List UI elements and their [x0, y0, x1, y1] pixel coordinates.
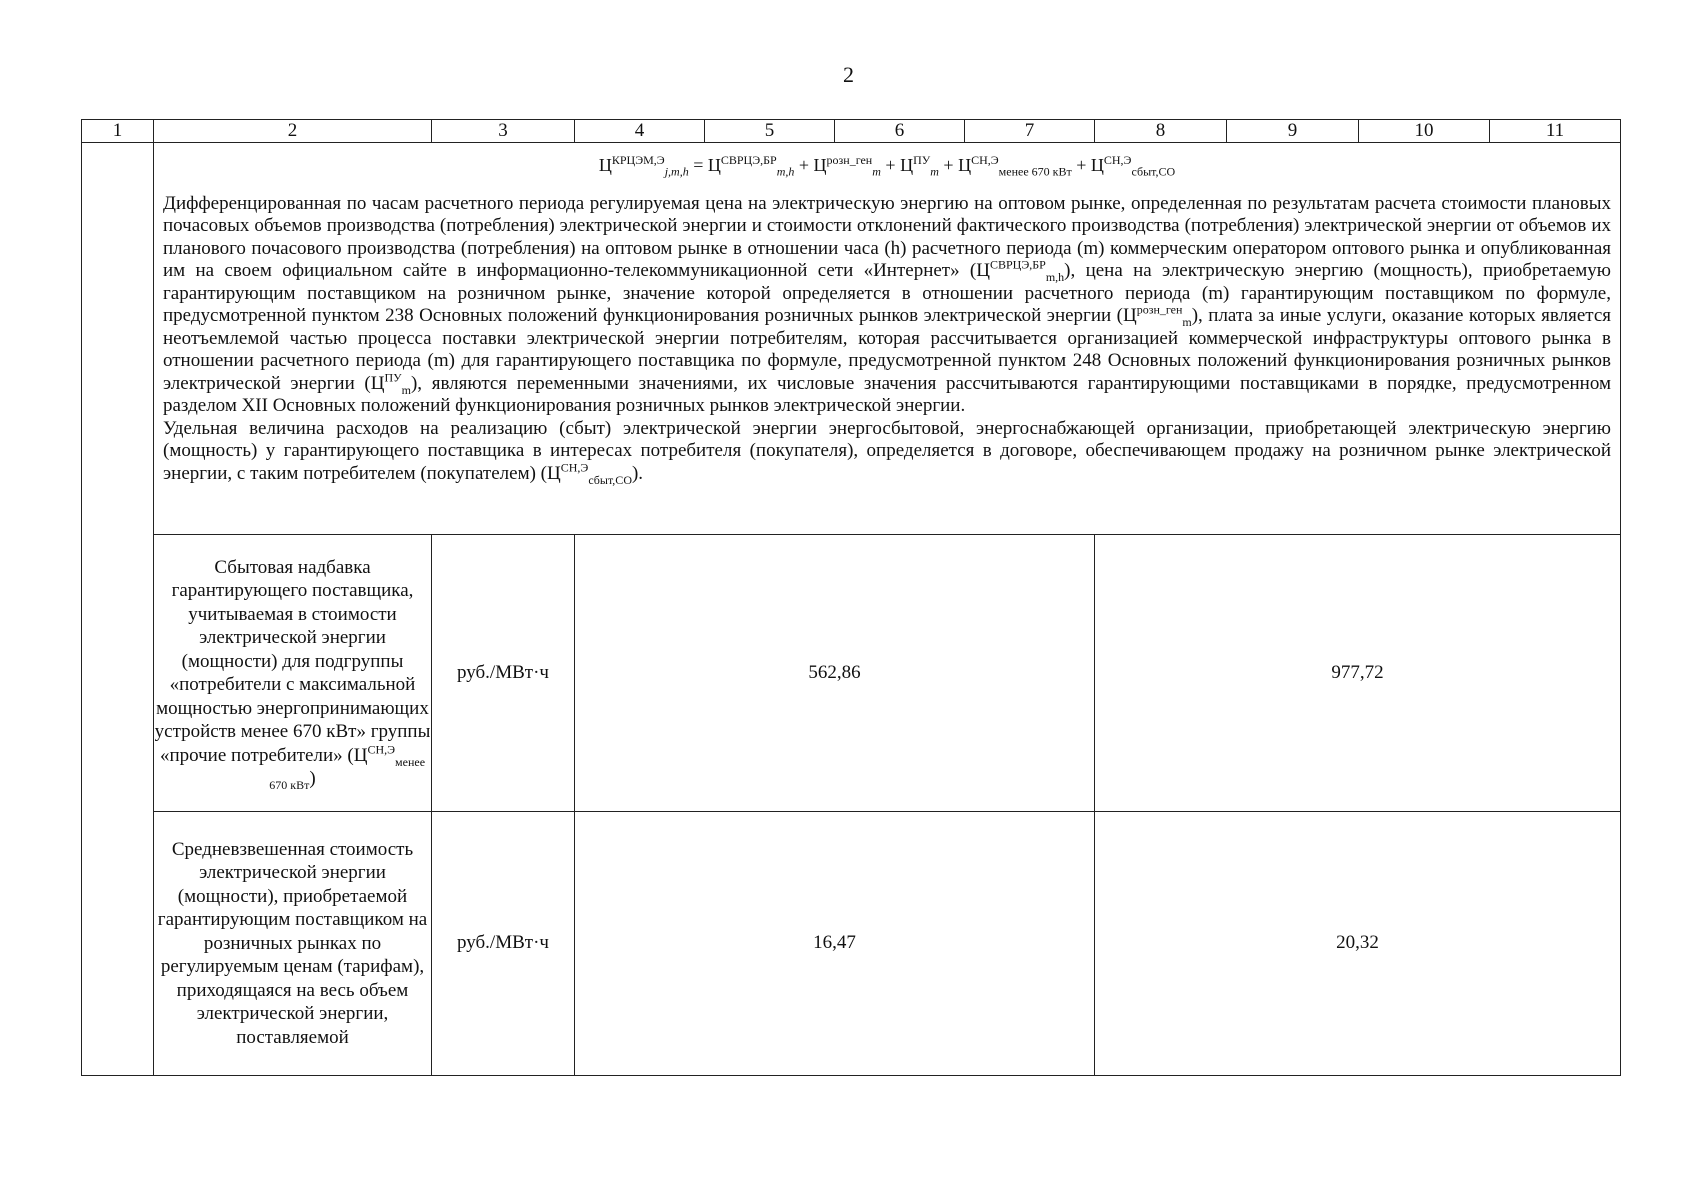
row-value-second-half: 977,72	[1095, 535, 1621, 811]
col-number: 6	[835, 120, 965, 143]
tariff-table	[81, 119, 1621, 1076]
row-value-second-half: 20,32	[1095, 811, 1621, 1075]
price-formula: $Ц^{КРЦЭМ,Э}_{j,m,h} = Ц^{СВРЦЭ,БР}_{m,h} + Ц^{розн\_ген}_m + Ц^{ПУ}_m + Ц^{СН,Э}_{менее 670 кВт} + Ц^{СН,Э}_{сбыт,СО}$	[598, 153, 1176, 179]
col-number: 1	[82, 120, 154, 143]
col-number: 8	[1095, 120, 1227, 143]
col-number: 2	[154, 120, 432, 143]
formula-explanation-paragraph: Дифференцированная по часам расчетного периода регулируемая цена на электрическую энергию на оптовом рынке, определенная по результатам расчета стоимости плановых почасовых объемов производства (потребления) электрической энергии и стоимости отклонений фактического производства (потребления) электрической энергии от объемов их планового почасового производства (потребления) на оптовом рынке в отношении часа (h) расчетного периода (m) коммерческим оператором оптового рынка и опубликованная им на своем официальном сайте в информационно-телекоммуникационной сети «Интернет» $(Ц^{СВРЦЭ,БР}_{m,h})$, цена на электрическую энергию (мощность), приобретаемую гарантирующим поставщиком на розничном рынке, значение которой определяется в отношении расчетного периода (m) гарантирующим поставщиком по формуле, предусмотренной пунктом 238 Основных положений функционирования розничных рынков электрической энергии $(Ц^{розн\_ген}_m)$, плата за иные услуги, оказание которых является неотъемлемой частью процесса поставки электрической энергии потребителям, которая рассчитывается организацией коммерческой инфраструктуры оптового рынка в отношении расчетного периода (m) для гарантирующего поставщика по формуле, предусмотренной пунктом 248 Основных положений функционирования розничных рынков электрической энергии $(Ц^{ПУ}_m)$, являются переменными значениями, их числовые значения рассчитываются гарантирующими поставщиками в порядке, предусмотренном разделом XII Основных положений функционирования розничных рынков электрической энергии.	[163, 192, 1611, 417]
table-row	[82, 535, 1621, 811]
col-number: 7	[965, 120, 1095, 143]
row-value-first-half: 16,47	[575, 811, 1095, 1075]
row-unit: руб./МВт·ч	[432, 535, 575, 811]
col-number: 10	[1359, 120, 1490, 143]
row-description: Средневзвешенная стоимость электрической энергии (мощности), приобретаемой гарантирующим поставщиком на розничных рынках по регулируемым ценам (тарифам), приходящаяся на весь объем электрической энергии, поставляемой	[154, 811, 432, 1075]
row-unit: руб./МВт·ч	[432, 811, 575, 1075]
col-number: 4	[575, 120, 705, 143]
formula-row	[82, 143, 1621, 535]
first-column-cell	[82, 143, 154, 1076]
col-number: 11	[1490, 120, 1621, 143]
formula-cell	[154, 143, 1621, 535]
col-number: 5	[705, 120, 835, 143]
column-numbers-row	[82, 120, 1621, 143]
row-description: Сбытовая надбавка гарантирующего поставщика, учитываемая в стоимости электрической энергии (мощности) для подгруппы «потребители с максимальной мощностью энергопринимающих устройств менее 670 кВт» группы «прочие потребители» $(Ц^{СН,Э}_{менее 670 кВт})$	[154, 535, 432, 811]
col-number: 3	[432, 120, 575, 143]
col-number: 9	[1227, 120, 1359, 143]
page-number: 2	[843, 62, 854, 87]
sales-expense-paragraph: Удельная величина расходов на реализацию (сбыт) электрической энергии энергосбытовой, энергоснабжающей организации, приобретающей электрическую энергию (мощность) у гарантирующего поставщика в интересах потребителя (покупателя), определяется в договоре, обеспечивающем продажу на розничном рынке электрической энергии, с таким потребителем (покупателем) $(Ц^{СН,Э}_{сбыт,СО})$.	[163, 417, 1611, 487]
row-value-first-half: 562,86	[575, 535, 1095, 811]
table-row	[82, 811, 1621, 1075]
